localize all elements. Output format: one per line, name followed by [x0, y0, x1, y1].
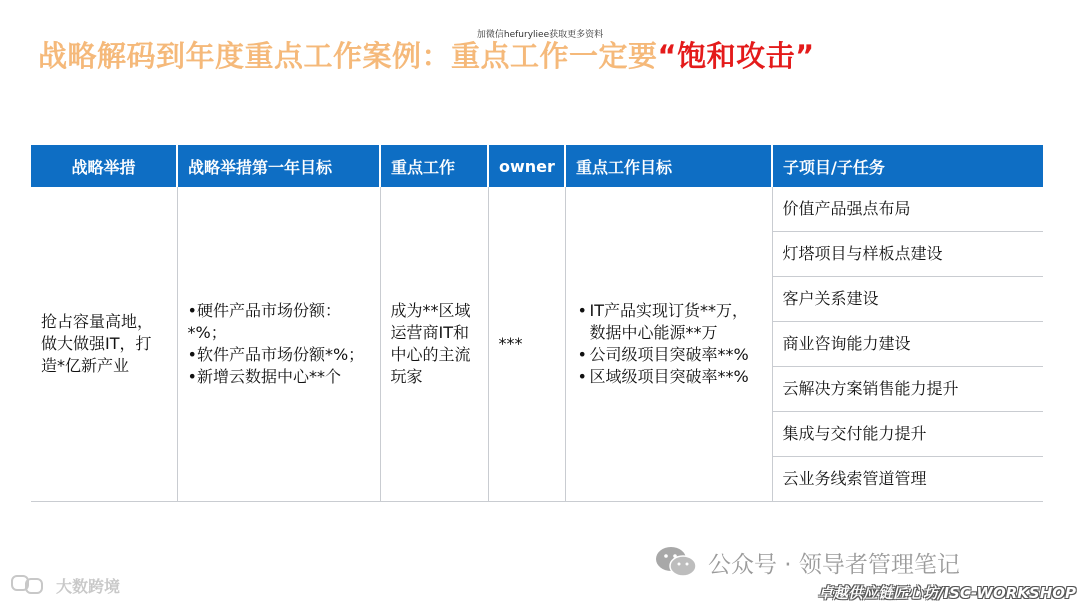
- sub-task-item: 灯塔项目与样板点建设: [773, 232, 1044, 277]
- owner-text: ***: [498, 334, 523, 353]
- title-accent: “饱和攻击”: [657, 39, 815, 73]
- list-item: •新增云数据中心**个: [187, 367, 341, 386]
- goal-text: 区域级项目突破率**%: [589, 367, 749, 386]
- list-item: [576, 366, 762, 388]
- strategy-table: [31, 145, 1043, 502]
- footer-left-logo: [10, 573, 120, 597]
- footer-brand: [654, 545, 960, 579]
- bullet-dot: •: [577, 345, 587, 364]
- sub-task-item: 集成与交付能力提升: [773, 412, 1044, 457]
- bubble-icon: [10, 573, 50, 597]
- left-logo-text: 大数跨境: [56, 576, 121, 596]
- sub-task-item: 云解决方案销售能力提升: [773, 367, 1044, 412]
- list-item: •软件产品市场份额*%；: [187, 345, 365, 364]
- strategy-text: 抢占容量高地，做大做强IT，打造*亿新产业: [41, 312, 154, 375]
- header-key-work: 重点工作: [380, 145, 488, 187]
- goal-text: IT产品实现订货**万，数据中心能源**万: [589, 301, 748, 342]
- header-key-work-goal: 重点工作目标: [565, 145, 772, 187]
- sub-task-item: 云业务线索管道管理: [782, 469, 927, 488]
- header-first-year-goal: 战略举措第一年目标: [177, 145, 380, 187]
- cell-key-work-goals: [565, 187, 772, 502]
- goal-text: 公司级项目突破率**%: [589, 345, 749, 364]
- cell-key-work: [380, 187, 488, 502]
- first-year-goals-list: [188, 300, 370, 388]
- cell-owner: [488, 187, 565, 502]
- title-main: 战略解码到年度重点工作案例：重点工作一定要: [38, 39, 658, 73]
- sub-task-list: [773, 187, 1044, 501]
- header-sub-tasks: 子项目/子任务: [772, 145, 1043, 187]
- list-item: •硬件产品市场份额：*%；: [187, 301, 341, 342]
- sub-task-item: 价值产品强点布局: [773, 187, 1044, 232]
- cell-sub-tasks: [772, 187, 1043, 502]
- table-row: [31, 187, 1043, 502]
- header-owner: owner: [488, 145, 565, 187]
- page-title: [38, 34, 815, 75]
- table-header-row: [31, 145, 1043, 187]
- cell-first-year-goals: [177, 187, 380, 502]
- top-watermark: 加微信hefuryliee获取更多资料: [476, 30, 604, 40]
- bullet-dot: •: [577, 367, 587, 386]
- key-work-text: 成为**区域运营商IT和中心的主流玩家: [390, 301, 471, 386]
- list-item: [576, 300, 762, 344]
- brand-text: 公众号 · 领导者管理笔记: [708, 551, 960, 578]
- key-work-goals-list: [576, 300, 762, 388]
- sub-task-item: 商业咨询能力建设: [773, 322, 1044, 367]
- footer-right-logo: 卓越供应链匠心坊/ISC-WORKSHOP: [818, 584, 1076, 602]
- header-strategy: 战略举措: [31, 145, 177, 187]
- list-item: [576, 344, 762, 366]
- sub-task-item: 客户关系建设: [773, 277, 1044, 322]
- wechat-icon: [654, 545, 698, 579]
- cell-strategy: [31, 187, 177, 502]
- bullet-dot: •: [577, 301, 587, 320]
